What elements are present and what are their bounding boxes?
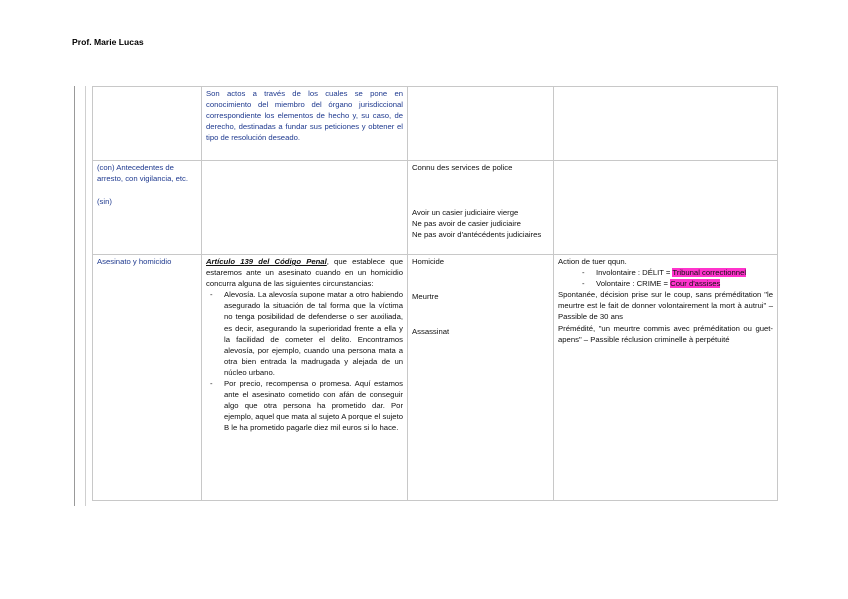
author-header: Prof. Marie Lucas: [72, 37, 144, 47]
cell-term: [93, 161, 202, 255]
volontaire-label: Volontaire : CRIME =: [596, 279, 671, 289]
cell-definition: [202, 161, 408, 255]
cell-french-definition: [554, 87, 778, 161]
cell-definition: [202, 87, 408, 161]
cell-french-definition: [554, 255, 778, 501]
article-intro-text: , que establece que estaremos ante un asesinato cuando en un homicidio concurra alguna de las siguientes circunstancias:: [206, 257, 404, 289]
fr-sin-1: Avoir un casier judiciaire vierge: [412, 208, 519, 218]
highlight-tribunal: Tribunal correctionnel: [672, 268, 747, 278]
fr-sin-2: Ne pas avoir de casier judiciaire: [412, 219, 521, 229]
table-row: [93, 255, 778, 501]
circumstances-list: [206, 289, 403, 433]
list-item: - Por precio, recompensa o promesa. Aquí estamos ante el asesinato cometido con afán de conseguir algo que otra persona ha prometido dar. Por ejemplo, aquel que mata al sujeto A porque el sujeto B le ha prometido pagarle diez mil euros si lo hace.: [224, 378, 403, 433]
involontaire-label: Involontaire : DÉLIT =: [596, 268, 673, 278]
cell-french-term: [408, 87, 554, 161]
cell-french-term: [408, 161, 554, 255]
margin-line-inner: [85, 86, 86, 506]
fr-con: Connu des services de police: [412, 163, 513, 172]
highlight-cour: Cour d'assises: [670, 279, 721, 289]
glossary-table: [92, 86, 778, 501]
cell-french-term: [408, 255, 554, 501]
meurtre-definition: Spontanée, décision prise sur le coup, sans préméditation "le meurtre est le fait de donner volontairement la mort à autrui" – Passible de 30 ans: [558, 290, 773, 322]
list-item: - Alevosía. La alevosía supone matar a otro habiendo asegurado la situación de tal forma que la víctima no tenga posibilidad de defenderse o ser auxiliada, es decir, asegurando la superioridad frente a ella y la facilidad de cometer el delito. Encontramos alevosía, por ejemplo, cuando una persona mata a otra bien entrada la madrugada y alejada de un núcleo urbano.: [224, 289, 403, 378]
term-asesinato: Asesinato y homicidio: [97, 257, 172, 266]
table-row: [93, 161, 778, 255]
cell-french-definition: [554, 161, 778, 255]
fr-term-meurtre: Meurtre: [412, 292, 439, 302]
article-reference: Artículo 139 del Código Penal: [206, 257, 327, 266]
cell-term: [93, 255, 202, 501]
assassinat-definition: Prémédité, "un meurtre commis avec préméditation ou guet-apens" – Passible réclusion criminelle à perpétuité: [558, 323, 773, 344]
fr-sin-3: Ne pas avoir d'antécédents judiciaires: [412, 230, 542, 240]
list-item: [596, 267, 773, 278]
fr-term-assassinat: Assassinat: [412, 327, 450, 337]
cell-definition: [202, 255, 408, 501]
list-item: [596, 278, 773, 289]
table-row: [93, 87, 778, 161]
term-sin: (sin): [97, 197, 112, 207]
fr-term-homicide: Homicide: [412, 257, 445, 266]
definition-text: Son actos a través de los cuales se pone en conocimiento del miembro del órgano jurisdiccional correspondiente los elementos de hecho y, su caso, de derecho, destinadas a fundar sus peticiones y obtener el tipo de resolución deseado.: [206, 89, 403, 143]
homicide-definition: Action de tuer qqun.: [558, 257, 627, 266]
cell-term: [93, 87, 202, 161]
term-con: (con) Antecedentes de arresto, con vigilancia, etc.: [97, 163, 189, 184]
homicide-types: [558, 267, 773, 289]
margin-line: [74, 86, 75, 506]
article-intro: [206, 256, 403, 289]
